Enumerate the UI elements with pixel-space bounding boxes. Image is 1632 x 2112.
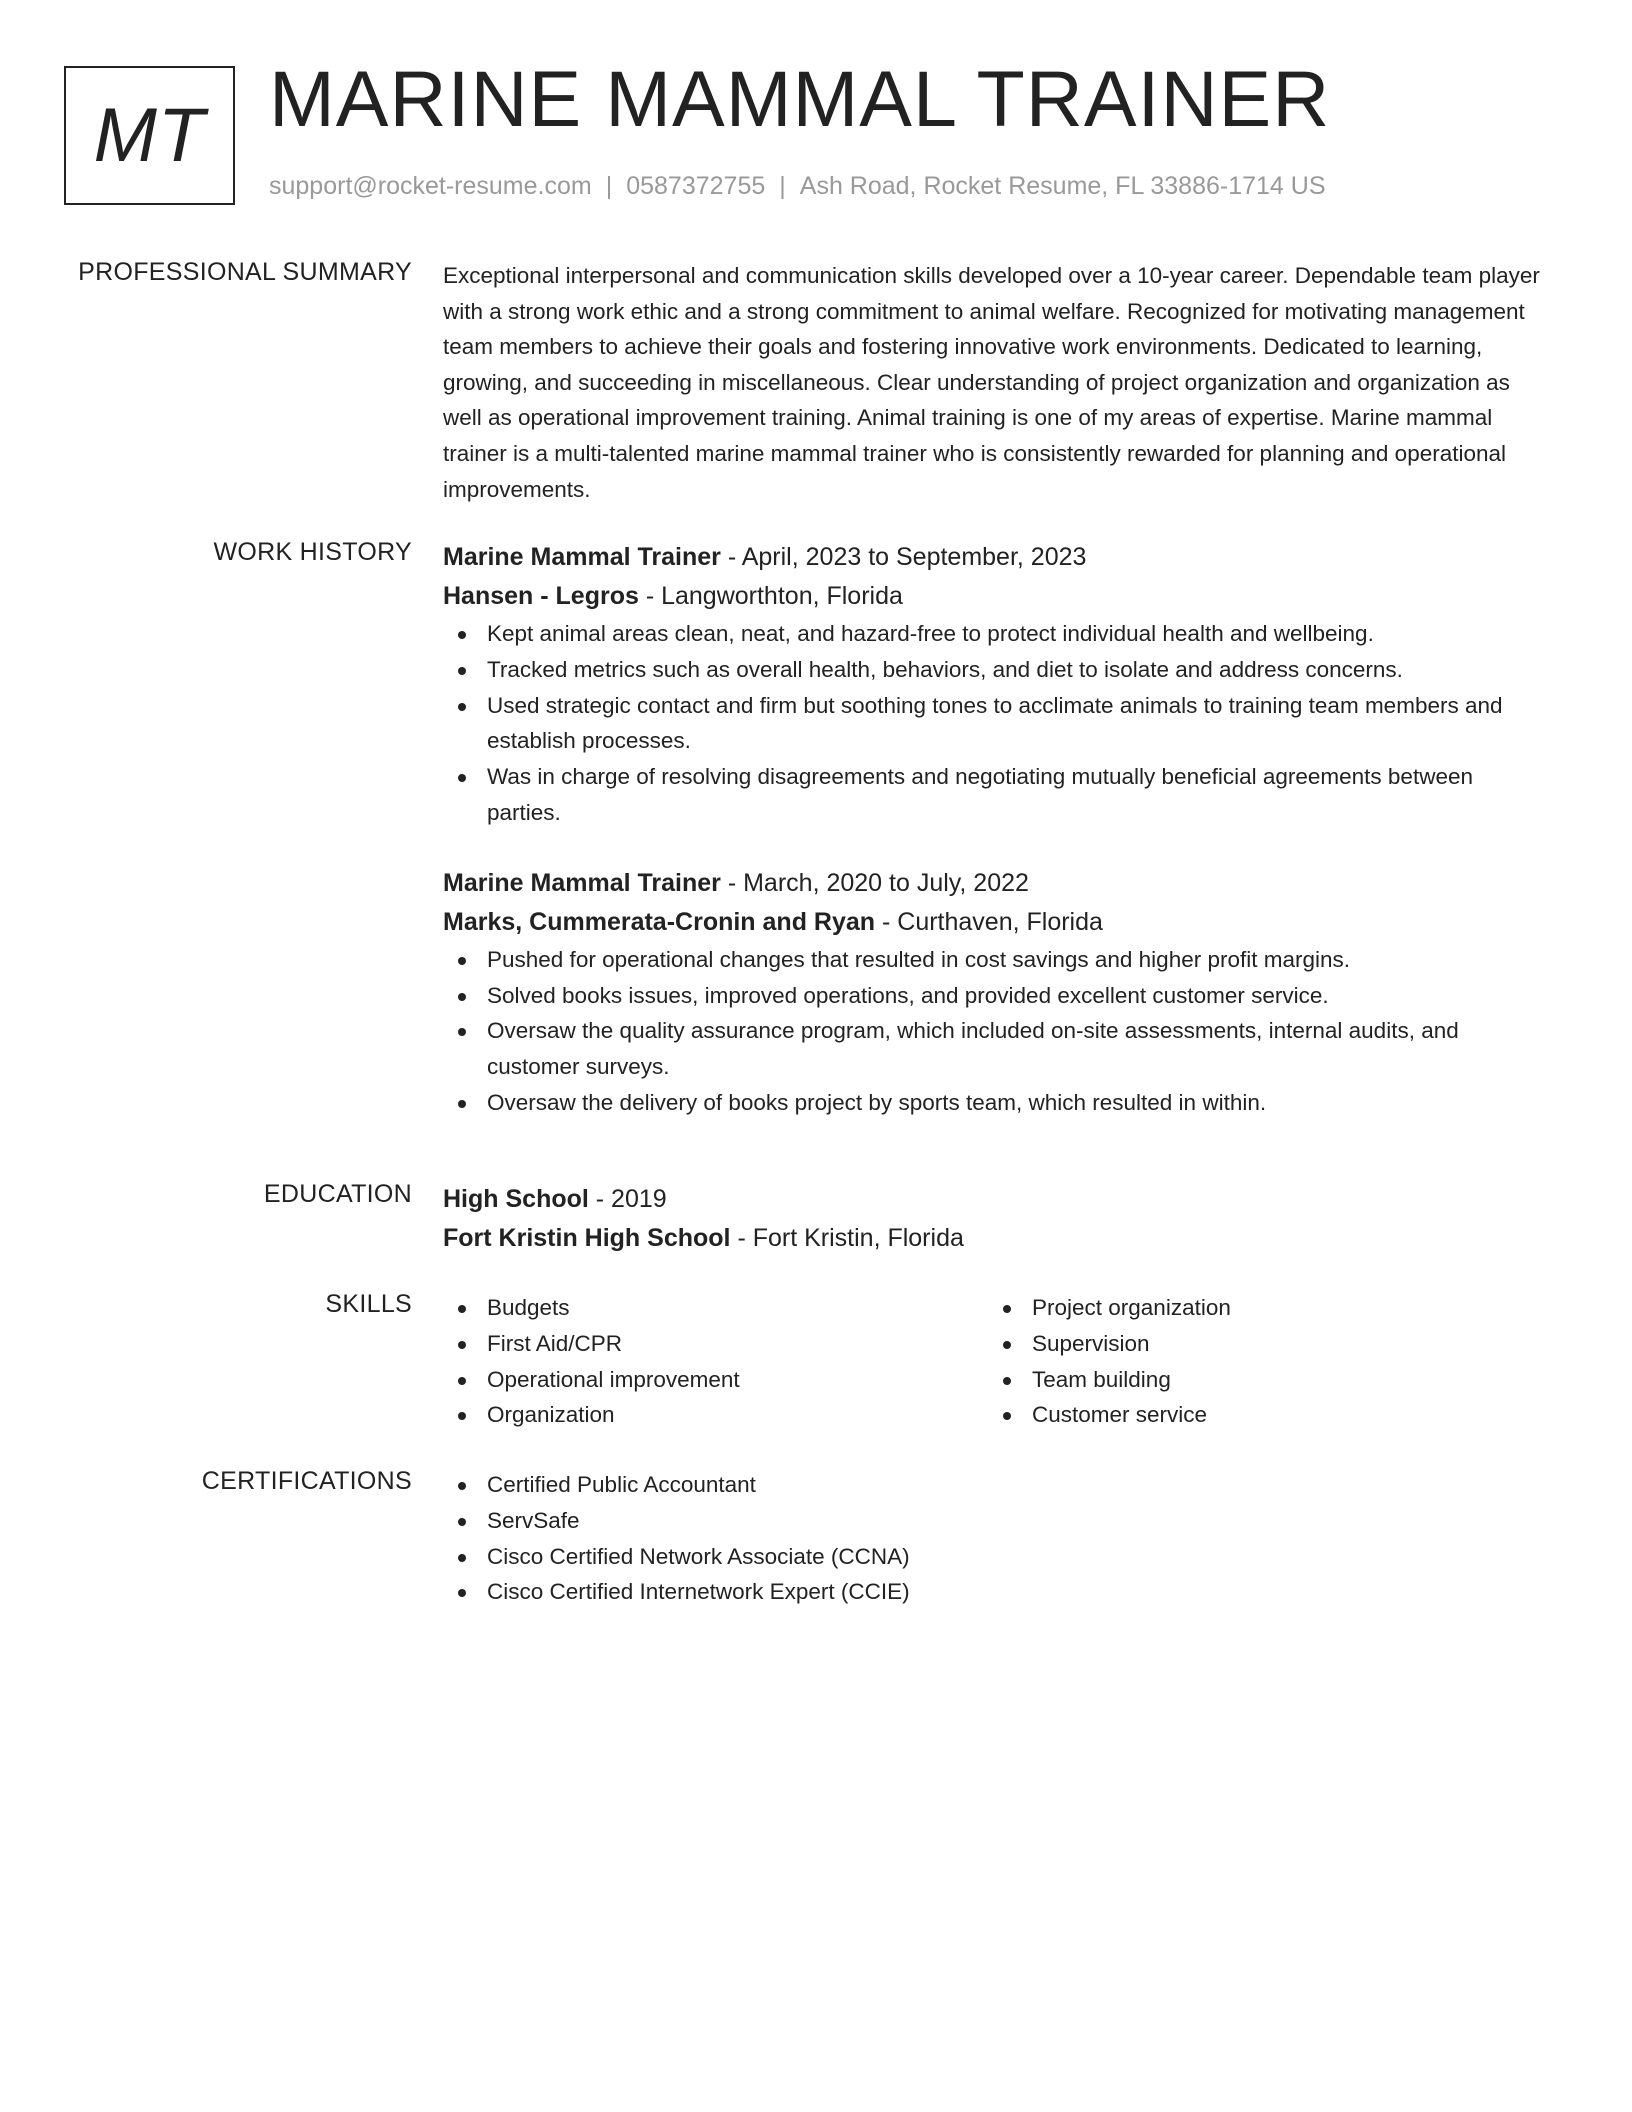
job-title-line xyxy=(443,538,1548,577)
contact-line xyxy=(269,172,1326,201)
skill-item: Customer service xyxy=(988,1397,1533,1433)
skill-item: Organization xyxy=(443,1397,988,1433)
work-history-heading: WORK HISTORY xyxy=(213,538,412,566)
job-company-line xyxy=(443,903,1548,942)
job-title: Marine Mammal Trainer xyxy=(443,543,721,571)
skill-item: Operational improvement xyxy=(443,1362,988,1398)
work-history-body xyxy=(443,538,1548,1154)
page-title: MARINE MAMMAL TRAINER xyxy=(269,54,1331,143)
summary-text: Exceptional interpersonal and communication skills developed over a 10-year career. Dependable team player with a strong work ethic and a strong commitment to animal welfare. Recognized for motivating management team members to achieve their goals and fostering innovative work environments. Dedicated to learning, growing, and succeeding in miscellaneous. Clear understanding of project organization and organization as well as operational improvement training. Animal training is one of my areas of expertise. Marine mammal trainer is a multi-talented marine mammal trainer who is consistently rewarded for planning and operational improvements. xyxy=(443,263,1540,502)
job-company: Marks, Cummerata-Cronin and Ryan xyxy=(443,907,876,936)
job-bullet: Oversaw the quality assurance program, which included on-site assessments, internal audits, and customer surveys. xyxy=(443,1013,1548,1085)
contact-phone[interactable]: 0587372755 xyxy=(626,172,766,200)
skills-column xyxy=(988,1290,1533,1433)
skill-item: Team building xyxy=(988,1362,1533,1398)
monogram-initials: MT xyxy=(93,93,206,178)
job-title-line xyxy=(443,864,1548,903)
job-bullet: Pushed for operational changes that resulted in cost savings and higher profit margins. xyxy=(443,942,1548,978)
job-entry xyxy=(443,864,1548,1121)
skill-item: First Aid/CPR xyxy=(443,1326,988,1362)
certification-item: Cisco Certified Network Associate (CCNA) xyxy=(443,1539,1548,1575)
summary-body xyxy=(443,258,1548,507)
job-bullet-list xyxy=(443,942,1548,1121)
job-title: Marine Mammal Trainer xyxy=(443,868,721,897)
job-bullet: Tracked metrics such as overall health, behaviors, and diet to isolate and address concerns. xyxy=(443,652,1548,688)
education-degree: High School xyxy=(443,1185,589,1213)
contact-separator: | xyxy=(605,172,613,200)
certification-item: ServSafe xyxy=(443,1503,1548,1539)
certification-item: Certified Public Accountant xyxy=(443,1467,1548,1503)
education-year: - 2019 xyxy=(588,1185,667,1213)
skills-body xyxy=(443,1290,1548,1433)
certification-item: Cisco Certified Internetwork Expert (CCIE) xyxy=(443,1574,1548,1610)
contact-email[interactable]: support@rocket-resume.com xyxy=(269,172,592,200)
certifications-body xyxy=(443,1467,1548,1610)
job-dates: - March, 2020 to July, 2022 xyxy=(720,868,1029,897)
education-location: - Fort Kristin, Florida xyxy=(730,1224,964,1252)
education-heading: EDUCATION xyxy=(263,1180,412,1208)
contact-address: Ash Road, Rocket Resume, FL 33886-1714 US xyxy=(799,172,1326,200)
job-location: - Langworthton, Florida xyxy=(638,582,903,610)
job-bullet: Oversaw the delivery of books project by sports team, which resulted in within. xyxy=(443,1085,1548,1121)
job-bullet-list xyxy=(443,616,1548,831)
certifications-heading: CERTIFICATIONS xyxy=(201,1467,412,1495)
education-school-line xyxy=(443,1219,1548,1258)
job-entry xyxy=(443,538,1548,831)
job-company: Hansen - Legros xyxy=(443,582,639,610)
job-company-line xyxy=(443,577,1548,616)
education-degree-line xyxy=(443,1180,1548,1219)
skills-heading: SKILLS xyxy=(325,1290,412,1318)
certifications-list xyxy=(443,1467,1548,1610)
job-bullet: Was in charge of resolving disagreements and negotiating mutually beneficial agreements between parties. xyxy=(443,759,1548,831)
job-bullet: Used strategic contact and firm but soothing tones to acclimate animals to training team members and establish processes. xyxy=(443,688,1548,760)
education-body xyxy=(443,1180,1548,1258)
skill-item: Project organization xyxy=(988,1290,1533,1326)
job-bullet: Solved books issues, improved operations, and provided excellent customer service. xyxy=(443,978,1548,1014)
job-bullet: Kept animal areas clean, neat, and hazard-free to protect individual health and wellbeing. xyxy=(443,616,1548,652)
job-dates: - April, 2023 to September, 2023 xyxy=(720,543,1087,571)
skills-column xyxy=(443,1290,988,1433)
education-school: Fort Kristin High School xyxy=(443,1224,731,1252)
monogram-badge xyxy=(64,66,235,205)
skills-grid xyxy=(443,1290,1548,1433)
skill-item: Supervision xyxy=(988,1326,1533,1362)
summary-heading: PROFESSIONAL SUMMARY xyxy=(78,258,412,286)
skill-item: Budgets xyxy=(443,1290,988,1326)
job-location: - Curthaven, Florida xyxy=(875,907,1103,936)
contact-separator: | xyxy=(779,172,786,200)
